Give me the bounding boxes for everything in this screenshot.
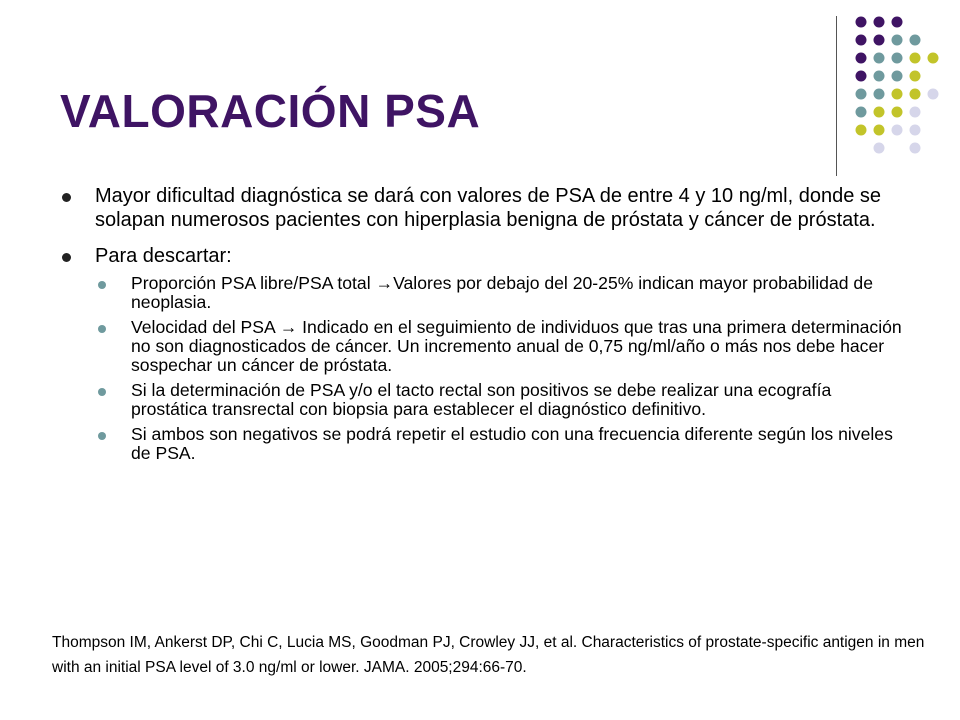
sub-bullet-dot-icon	[98, 388, 106, 396]
sub-bullet-dot-icon	[98, 325, 106, 333]
bullet-item	[62, 244, 912, 463]
slide-content	[62, 184, 912, 475]
decorative-dot-grid	[843, 8, 960, 158]
dot-row-2	[856, 35, 921, 46]
sub-bullet-item	[95, 318, 912, 375]
sub-bullet-item	[95, 381, 912, 419]
decorative-vertical-line	[836, 16, 837, 176]
bullet-text: Mayor dificultad diagnóstica se dará con valores de PSA de entre 4 y 10 ng/ml, donde se solapan numerosos pacientes con hiperplasia benigna de próstata y cáncer de próstata.	[95, 185, 882, 231]
sub-bullet-text: Si la determinación de PSA y/o el tacto rectal son positivos se debe realizar una ecografía prostática transrectal con biopsia para establecer el diagnóstico definitivo.	[131, 380, 832, 419]
bullet-dot-icon	[62, 253, 71, 262]
dot-row-1	[856, 17, 903, 28]
sub-bullet-list	[95, 274, 912, 463]
sub-bullet-item	[95, 425, 912, 463]
bullet-text: Para descartar:	[95, 245, 232, 267]
bullet-item	[62, 184, 912, 232]
dot-row-7	[856, 125, 921, 136]
sub-bullet-text: Si ambos son negativos se podrá repetir el estudio con una frecuencia diferente según los niveles de PSA.	[131, 424, 893, 463]
right-arrow-icon: →	[375, 273, 394, 293]
slide-title: VALORACIÓN PSA	[60, 85, 481, 137]
dot-row-4	[856, 71, 921, 82]
sub-bullet-text-start: Velocidad del PSA	[131, 317, 280, 337]
dot-row-5	[856, 89, 939, 100]
sub-bullet-text-end: Indicado en el seguimiento de individuos que tras una primera determinación no son diagnosticados de cáncer. Un incremento anual de 0,75 ng/ml/año o más nos debe hacer sospechar un cáncer de próstata.	[131, 317, 902, 375]
bullet-dot-icon	[62, 193, 71, 202]
dot-row-3	[856, 53, 939, 64]
dot-row-6	[856, 107, 921, 118]
sub-bullet-text-end: Valores por debajo del 20-25% indican mayor probabilidad de neoplasia.	[131, 273, 873, 312]
reference-citation: Thompson IM, Ankerst DP, Chi C, Lucia MS, Goodman PJ, Crowley JJ, et al. Characteristics of prostate-specific antigen in men with an initial PSA level of 3.0 ng/ml or lower. JAMA. 2005;294:66-70.	[52, 634, 925, 676]
sub-bullet-text-start: Proporción PSA libre/PSA total	[131, 273, 376, 293]
dot-row-8	[874, 143, 921, 154]
sub-bullet-item	[95, 274, 912, 312]
sub-bullet-dot-icon	[98, 432, 106, 440]
sub-bullet-dot-icon	[98, 281, 106, 289]
right-arrow-icon: →	[279, 317, 298, 337]
